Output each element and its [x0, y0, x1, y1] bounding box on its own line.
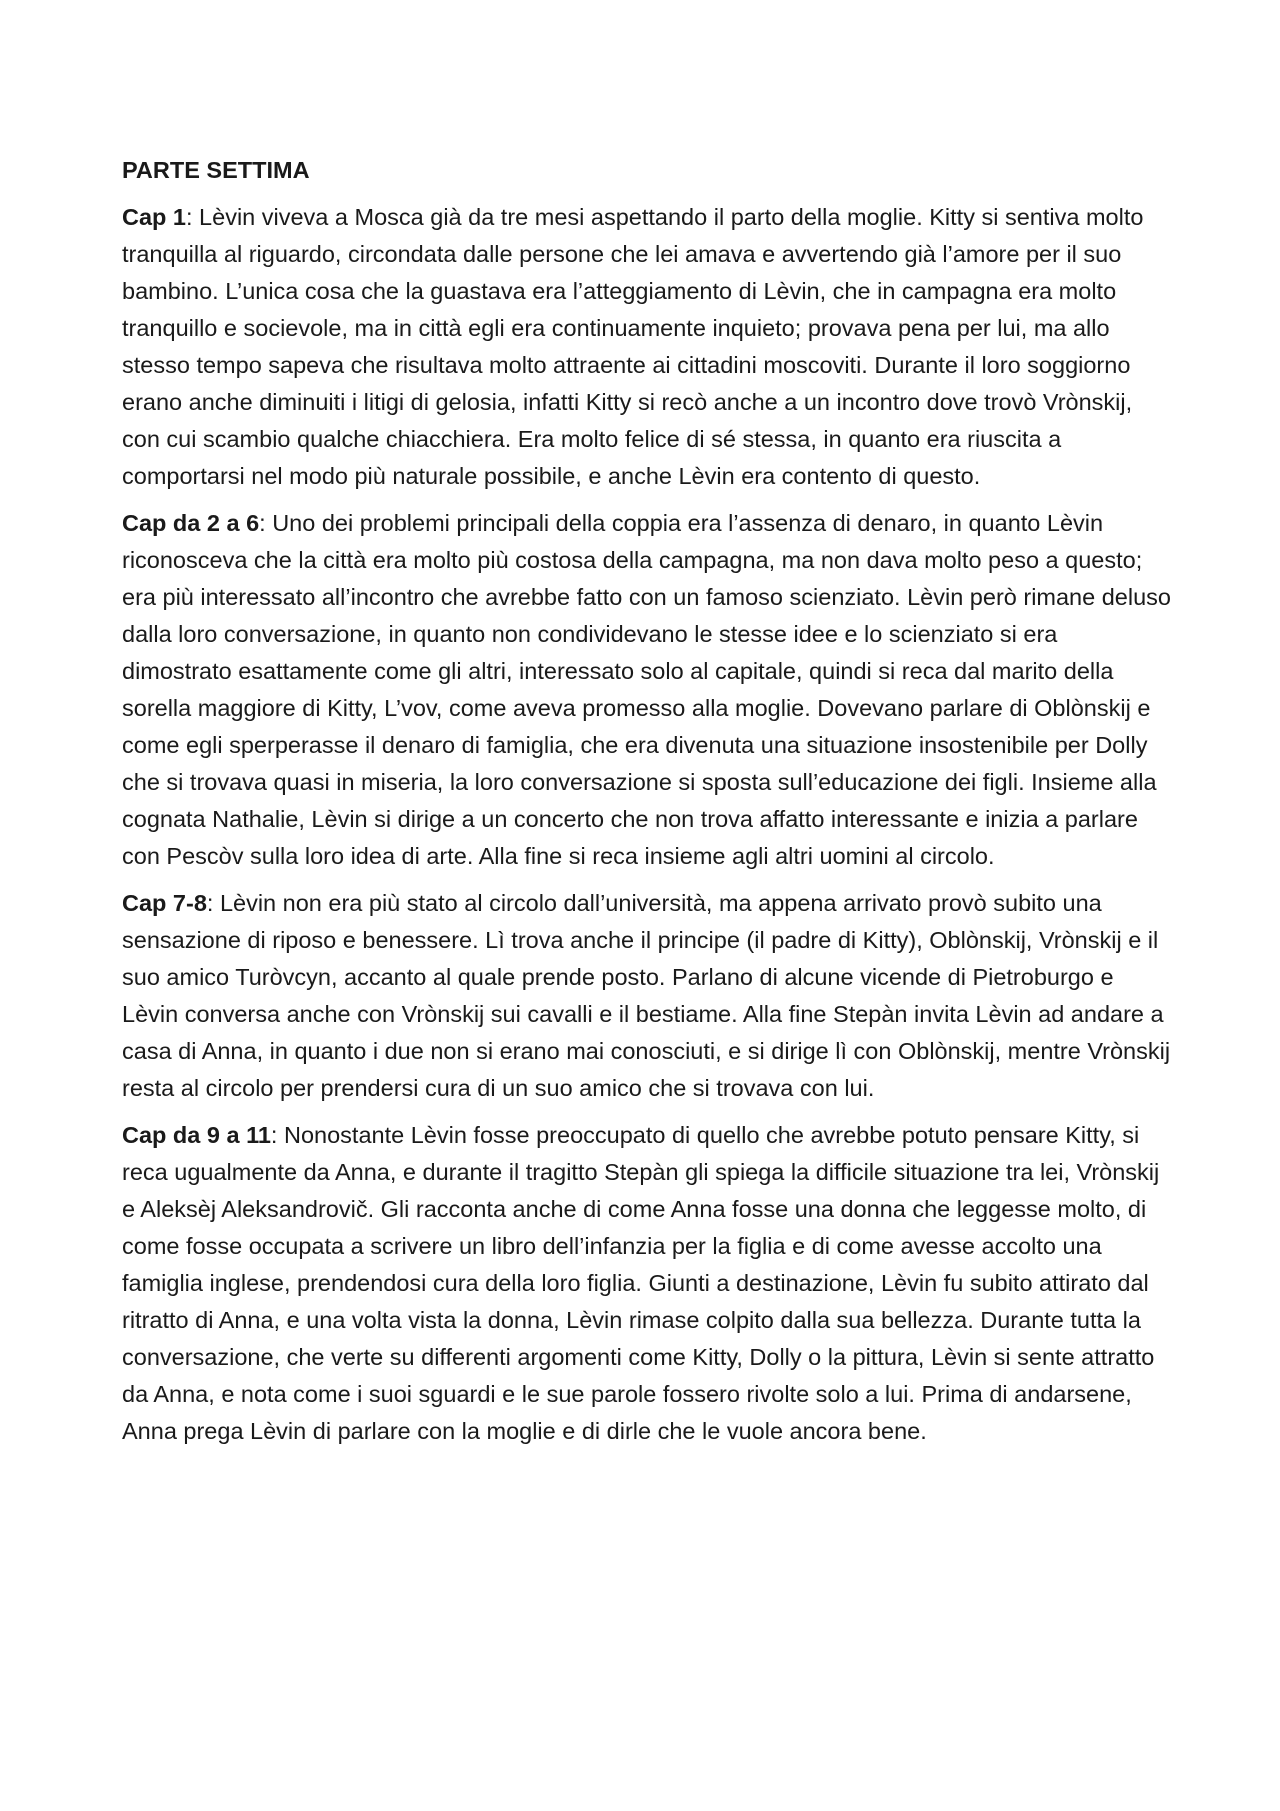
chapter-label: Cap da 2 a 6: [122, 510, 260, 536]
paragraph-text: : Uno dei problemi principali della coppia era l’assenza di denaro, in quanto Lèvin riconosceva che la città era molto più costosa della campagna, ma non dava molto peso a questo; era più interessato all’incontro che avrebbe fatto con un famoso scienziato. Lèvin però rimane deluso dalla loro conversazione, in quanto non condividevano le stesse idee e lo scienziato si era dimostrato esattamente come gli altri, interessato solo al capitale, quindi si reca dal marito della sorella maggiore di Kitty, L’vov, come aveva promesso alla moglie. Dovevano parlare di Oblònskij e come egli sperperasse il denaro di famiglia, che era divenuta una situazione insostenibile per Dolly che si trovava quasi in miseria, la loro conversazione si sposta sull’educazione dei figli. Insieme alla cognata Nathalie, Lèvin si dirige a un concerto che non trova affatto interessante e inizia a parlare con Pescòv sulla loro idea di arte. Alla fine si reca insieme agli altri uomini al circolo.: [122, 510, 1171, 869]
paragraph-text: : Lèvin non era più stato al circolo dall’università, ma appena arrivato provò subito una sensazione di riposo e benessere. Lì trova anche il principe (il padre di Kitty), Oblònskij, Vrònskij e il suo amico Turòvcyn, accanto al quale prende posto. Parlano di alcune vicende di Pietroburgo e Lèvin conversa anche con Vrònskij sui cavalli e il bestiame. Alla fine Stepàn invita Lèvin ad andare a casa di Anna, in quanto i due non si erano mai conosciuti, e si dirige lì con Oblònskij, mentre Vrònskij resta al circolo per prendersi cura di un suo amico che si trovava con lui.: [122, 890, 1171, 1101]
paragraph-text: : Lèvin viveva a Mosca già da tre mesi aspettando il parto della moglie. Kitty si sentiva molto tranquilla al riguardo, circondata dalle persone che lei amava e avvertendo già l’amore per il suo bambino. L’unica cosa che la guastava era l’atteggiamento di Lèvin, che in campagna era molto tranquillo e socievole, ma in città egli era continuamente inquieto; provava pena per lui, ma allo stesso tempo sapeva che risultava molto attraente ai cittadini moscoviti. Durante il loro soggiorno erano anche diminuiti i litigi di gelosia, infatti Kitty si recò anche a un incontro dove trovò Vrònskij, con cui scambio qualche chiacchiera. Era molto felice di sé stessa, in quanto era riuscita a comportarsi nel modo più naturale possibile, e anche Lèvin era contento di questo.: [122, 204, 1144, 489]
paragraph-cap-9-11: [122, 1117, 1172, 1450]
document-body: [122, 152, 1172, 1460]
paragraph-cap-2-6: [122, 505, 1172, 875]
paragraph-cap-7-8: [122, 885, 1172, 1107]
chapter-label: Cap 7-8: [122, 890, 207, 916]
chapter-label: Cap da 9 a 11: [122, 1122, 271, 1148]
paragraph-text: : Nonostante Lèvin fosse preoccupato di quello che avrebbe potuto pensare Kitty, si reca ugualmente da Anna, e durante il tragitto Stepàn gli spiega la difficile situazione tra lei, Vrònskij e Aleksèj Aleksandrovič. Gli racconta anche di come Anna fosse una donna che leggesse molto, di come fosse occupata a scrivere un libro dell’infanzia per la figlia e di come avesse accolto una famiglia inglese, prendendosi cura della loro figlia. Giunti a destinazione, Lèvin fu subito attirato dal ritratto di Anna, e una volta vista la donna, Lèvin rimase colpito dalla sua bellezza. Durante tutta la conversazione, che verte su differenti argomenti come Kitty, Dolly o la pittura, Lèvin si sente attratto da Anna, e nota come i suoi sguardi e le sue parole fossero rivolte solo a lui. Prima di andarsene, Anna prega Lèvin di parlare con la moglie e di dirle che le vuole ancora bene.: [122, 1122, 1160, 1444]
section-heading: PARTE SETTIMA: [122, 157, 310, 183]
paragraph-cap-1: [122, 199, 1172, 495]
chapter-label: Cap 1: [122, 204, 186, 230]
